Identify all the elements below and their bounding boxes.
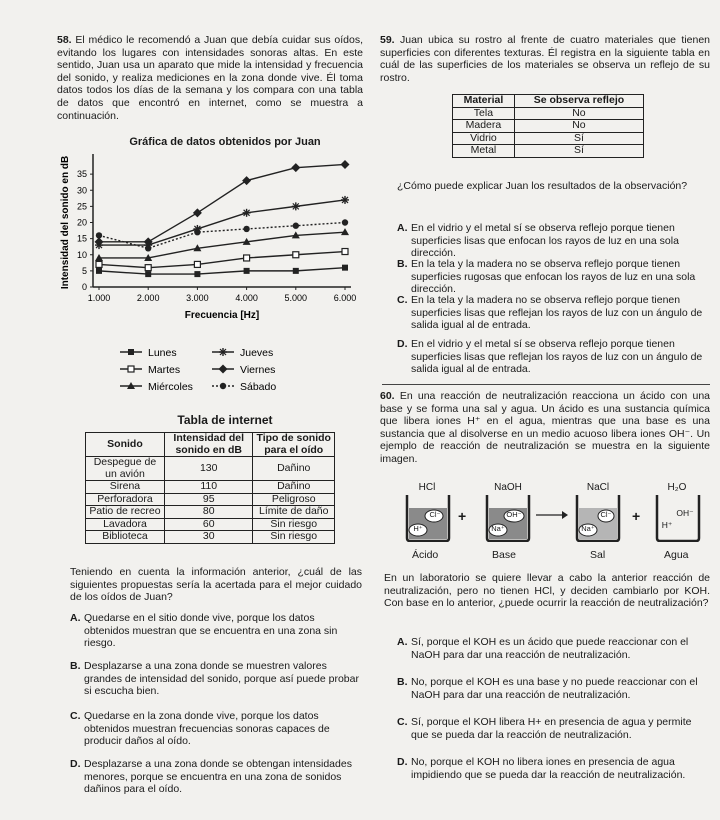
table-row [86,481,335,494]
divider [382,384,710,385]
table-row [86,457,335,481]
ion-hcl-2: H⁺ [413,524,423,533]
data-point [96,268,102,274]
table-cell: 60 [164,518,253,531]
reaction-diagram [392,482,710,564]
option-letter: D. [397,338,408,350]
y-tick-label: 20 [76,217,87,228]
chart-title: Gráfica de datos obtenidos por Juan [129,136,321,148]
option-letter: C. [397,294,408,306]
table-row [86,506,335,519]
x-tick-label: 1.000 [87,293,111,303]
table-row [453,132,644,145]
table-header: Intensidad del sonido en dB [164,433,253,457]
option-text: En la tela y la madera no se observa reflejo porque tienen superficies lisas que reflejan los rayos de luz con un ángulo de salida igual al de entrada. [411,294,703,332]
q60-option-b[interactable] [397,676,709,701]
q58-question: Teniendo en cuenta la información anterior, ¿cuál de las siguientes propuestas sería la acertada para el mejor cuidado de los oídos de Juan? [70,566,362,604]
data-point [219,348,227,356]
beaker-formula-h2o: H₂O [667,482,687,493]
y-tick-label: 10 [76,249,87,260]
option-letter: A. [397,222,408,234]
table-cell: 30 [164,531,253,544]
data-point [342,219,348,225]
legend-item [120,364,180,376]
q59-option-b[interactable] [397,258,709,296]
ion-naoh-2: Na⁺ [491,524,505,533]
table-cell: Madera [453,120,515,133]
legend-label: Sábado [240,381,277,393]
q60-stem [380,390,710,466]
table-cell: Perforadora [86,493,165,506]
data-point [244,268,250,274]
series-line [99,200,345,245]
data-point [145,265,151,271]
y-tick-label: 0 [81,282,87,292]
data-point [244,255,250,261]
data-point [242,176,251,185]
series-martes [96,249,348,271]
option-letter: A. [70,612,81,624]
data-point [243,209,251,217]
data-point [291,163,300,172]
beaker-formula-naoh: NaOH [494,482,522,493]
series-line [99,164,345,241]
legend-item [212,347,273,359]
data-point [145,271,151,277]
table-row [453,145,644,158]
option-letter: D. [70,758,81,770]
q58-option-d[interactable] [70,758,362,796]
table-cell: Metal [453,145,515,158]
table-cell: 95 [164,493,253,506]
table-cell: 110 [164,481,253,494]
q59-option-c[interactable] [397,294,709,332]
y-tick-label: 25 [76,201,87,212]
table-cell: No [514,107,643,120]
series-sábado [96,219,348,251]
option-text: Desplazarse a una zona donde se muestren valores grandes de intensidad del sonido, porque así puede probar si escucha bien. [84,660,359,698]
plus-sign: + [458,508,467,524]
data-point [293,223,299,229]
x-tick-label: 2.000 [136,293,160,303]
table-cell: 130 [164,457,253,481]
chart-legend [120,344,330,398]
data-point [341,160,350,169]
table-cell: Peligroso [253,493,335,506]
option-text: Sí, porque el KOH libera H+ en presencia de agua y permite que se pueda dar la reacción de neutralización. [411,716,692,741]
table-row [453,107,644,120]
table-header: Sonido [86,433,165,457]
table-cell: Tela [453,107,515,120]
data-point [128,366,134,372]
data-point [194,229,200,235]
data-point [194,261,200,267]
y-tick-label: 35 [76,169,87,180]
beaker-formula-nacl: NaCl [586,482,610,493]
q58-option-c[interactable] [70,710,362,748]
series-viernes [95,160,350,246]
table-cell: Lavadora [86,518,165,531]
data-point [96,232,102,238]
data-point [128,349,134,355]
x-tick-label: 3.000 [186,293,209,303]
legend-label: Viernes [240,364,276,376]
q58-option-b[interactable] [70,660,362,698]
beaker-formula-hcl: HCl [418,482,436,493]
ion-naoh-1: OH⁻ [506,510,522,519]
q60-option-a[interactable] [397,636,709,661]
legend-item [212,381,276,393]
ion-hcl-1: Cl⁻ [429,510,441,519]
table-cell: Límite de daño [253,506,335,519]
y-axis-label: Intensidad del sonido en dB [60,155,71,290]
table-row [86,518,335,531]
line-chart [55,150,365,330]
table-row [453,120,644,133]
table-cell: Sí [514,132,643,145]
table-cell: Sin riesgo [253,531,335,544]
caption-acid: Ácido [412,549,439,561]
x-axis-label: Frecuencia [Hz] [184,310,260,321]
q59-option-a[interactable] [397,222,709,260]
option-text: Desplazarse a una zona donde se obtengan intensidades menores, porque se encuentra en una zona de sonidos dañinos para el oído. [84,758,352,796]
x-tick-label: 6.000 [333,293,357,303]
option-letter: B. [397,676,408,688]
option-letter: B. [397,258,408,270]
option-text: No, porque el KOH es una base y no puede reaccionar con el NaOH para dar una reacción de neutralización. [411,676,698,701]
table-row [86,493,335,506]
option-text: Sí, porque el KOH es un ácido que puede reaccionar con el NaOH para dar una reacción de neutralización. [411,636,689,661]
option-text: En el vidrio y el metal sí se observa reflejo porque tienen superficies lisas que reflejan los rayos de luz con un ángulo de salida igual al de entrada. [411,338,703,376]
q58-number: 58. [57,34,72,46]
table-header: Se observa reflejo [514,95,643,108]
q59-option-d[interactable] [397,338,709,376]
data-point [96,261,102,267]
plus-sign-2: + [632,508,641,524]
caption-salt: Sal [590,549,606,561]
table-cell: No [514,120,643,133]
ion-h2o-2: H⁺ [661,520,673,530]
q58-stem [57,34,363,122]
materials-table [452,94,644,158]
series-jueves [95,196,349,249]
q59-number: 59. [380,34,395,46]
table-cell: Vidrio [453,132,515,145]
series-line [99,252,345,268]
option-letter: D. [397,756,408,768]
x-tick-label: 4.000 [235,293,258,303]
q60-text: En una reacción de neutralización reacciona un ácido con una base y se forma una sal y agua. Un ácido es una sustancia química que libera iones H⁺ en el agua, mientras que una base es una sustancia que al disolverse en un medio acuoso libera iones OH⁻. Un ejemplo de reacción de neutralización se muestra en la siguiente imagen. [380,390,711,465]
q58-option-a[interactable] [70,612,362,650]
table-header: Material [453,95,515,108]
caption-base: Base [492,549,516,561]
legend-label: Martes [148,364,181,376]
data-point [219,365,228,374]
option-text: En la tela y la madera no se observa reflejo porque tienen superficies rugosas que enfocan los rayos de luz en una sola dirección. [411,258,696,296]
table-cell: Sí [514,145,643,158]
data-point [194,271,200,277]
data-point [145,245,151,251]
legend-item [120,381,193,393]
series-line [99,268,345,274]
internet-table-title: Tabla de internet [177,413,273,427]
option-letter: C. [70,710,81,722]
y-tick-label: 30 [76,185,87,196]
ion-nacl-1: Cl⁻ [600,510,612,519]
q60-question: En un laboratorio se quiere llevar a cabo la anterior reacción de neutralización, pero no tienen HCl, y deciden cambiarlo por KOH. Con base en lo anterior, ¿puede ocurrir la reacción de neutralización? [384,572,710,610]
legend-item [120,347,177,359]
q60-option-c[interactable] [397,716,709,741]
data-point [292,202,300,210]
data-point [341,196,349,204]
data-point [342,265,348,271]
internet-table [85,432,335,544]
x-tick-label: 5.000 [284,293,308,303]
data-point [243,226,249,232]
table-cell: Sin riesgo [253,518,335,531]
option-text: Quedarse en la zona donde vive, porque los datos obtenidos muestran frecuencias sonoras capaces de producir daños al oído. [84,710,330,748]
table-cell: Biblioteca [86,531,165,544]
option-text: Quedarse en el sitio donde vive, porque los datos obtenidos muestran que se encuentra en una zona sin riesgo. [84,612,338,650]
option-text: No, porque el KOH no libera iones en presencia de agua impidiendo que se pueda dar la reacción de neutralización. [411,756,686,781]
table-cell: Despegue de un avión [86,457,165,481]
q58-text: El médico le recomendó a Juan que debía cuidar sus oídos, evitando los lugares con intensidades sonoras altas. En este sentido, Juan usa un aparato que mide la intensidad y frecuencia del sonido, y realiza mediciones en la zona donde vive. Él toma datos todos los días de la semana y los compara con una tabla de datos que encontró en internet, como se muestra a continuación. [57,34,363,122]
option-text: En el vidrio y el metal sí se observa reflejo porque tienen superficies lisas que enfocan los rayos de luz en una sola dirección. [411,222,679,260]
ion-nacl-2: Na⁺ [581,524,595,533]
ion-h2o-1: OH⁻ [676,508,694,518]
q59-text: Juan ubica su rostro al frente de cuatro materiales que tienen superficies con diferentes texturas. Él registra en la siguiente tabla en cuál de las superficies de los materiales se observa un reflejo de su rostro. [380,34,711,84]
q60-number: 60. [380,390,395,402]
q60-option-d[interactable] [397,756,709,781]
table-cell: Patio de recreo [86,506,165,519]
legend-item [212,364,275,376]
q59-question: ¿Cómo puede explicar Juan los resultados de la observación? [397,180,688,192]
q59-stem [380,34,710,84]
legend-label: Miércoles [148,381,193,393]
data-point [293,252,299,258]
y-tick-label: 15 [76,233,87,244]
data-point [342,249,348,255]
table-cell: Sirena [86,481,165,494]
option-letter: A. [397,636,408,648]
data-point [220,383,226,389]
data-point [293,268,299,274]
legend-label: Lunes [148,347,177,359]
table-cell: Dañino [253,481,335,494]
option-letter: B. [70,660,81,672]
data-point [193,208,202,217]
option-letter: C. [397,716,408,728]
y-tick-label: 5 [81,265,87,276]
table-cell: Dañino [253,457,335,481]
table-cell: 80 [164,506,253,519]
caption-water: Agua [664,549,689,561]
table-header: Tipo de sonido para el oído [253,433,335,457]
table-row [86,531,335,544]
legend-label: Jueves [240,347,274,359]
arrow-icon [536,510,568,520]
